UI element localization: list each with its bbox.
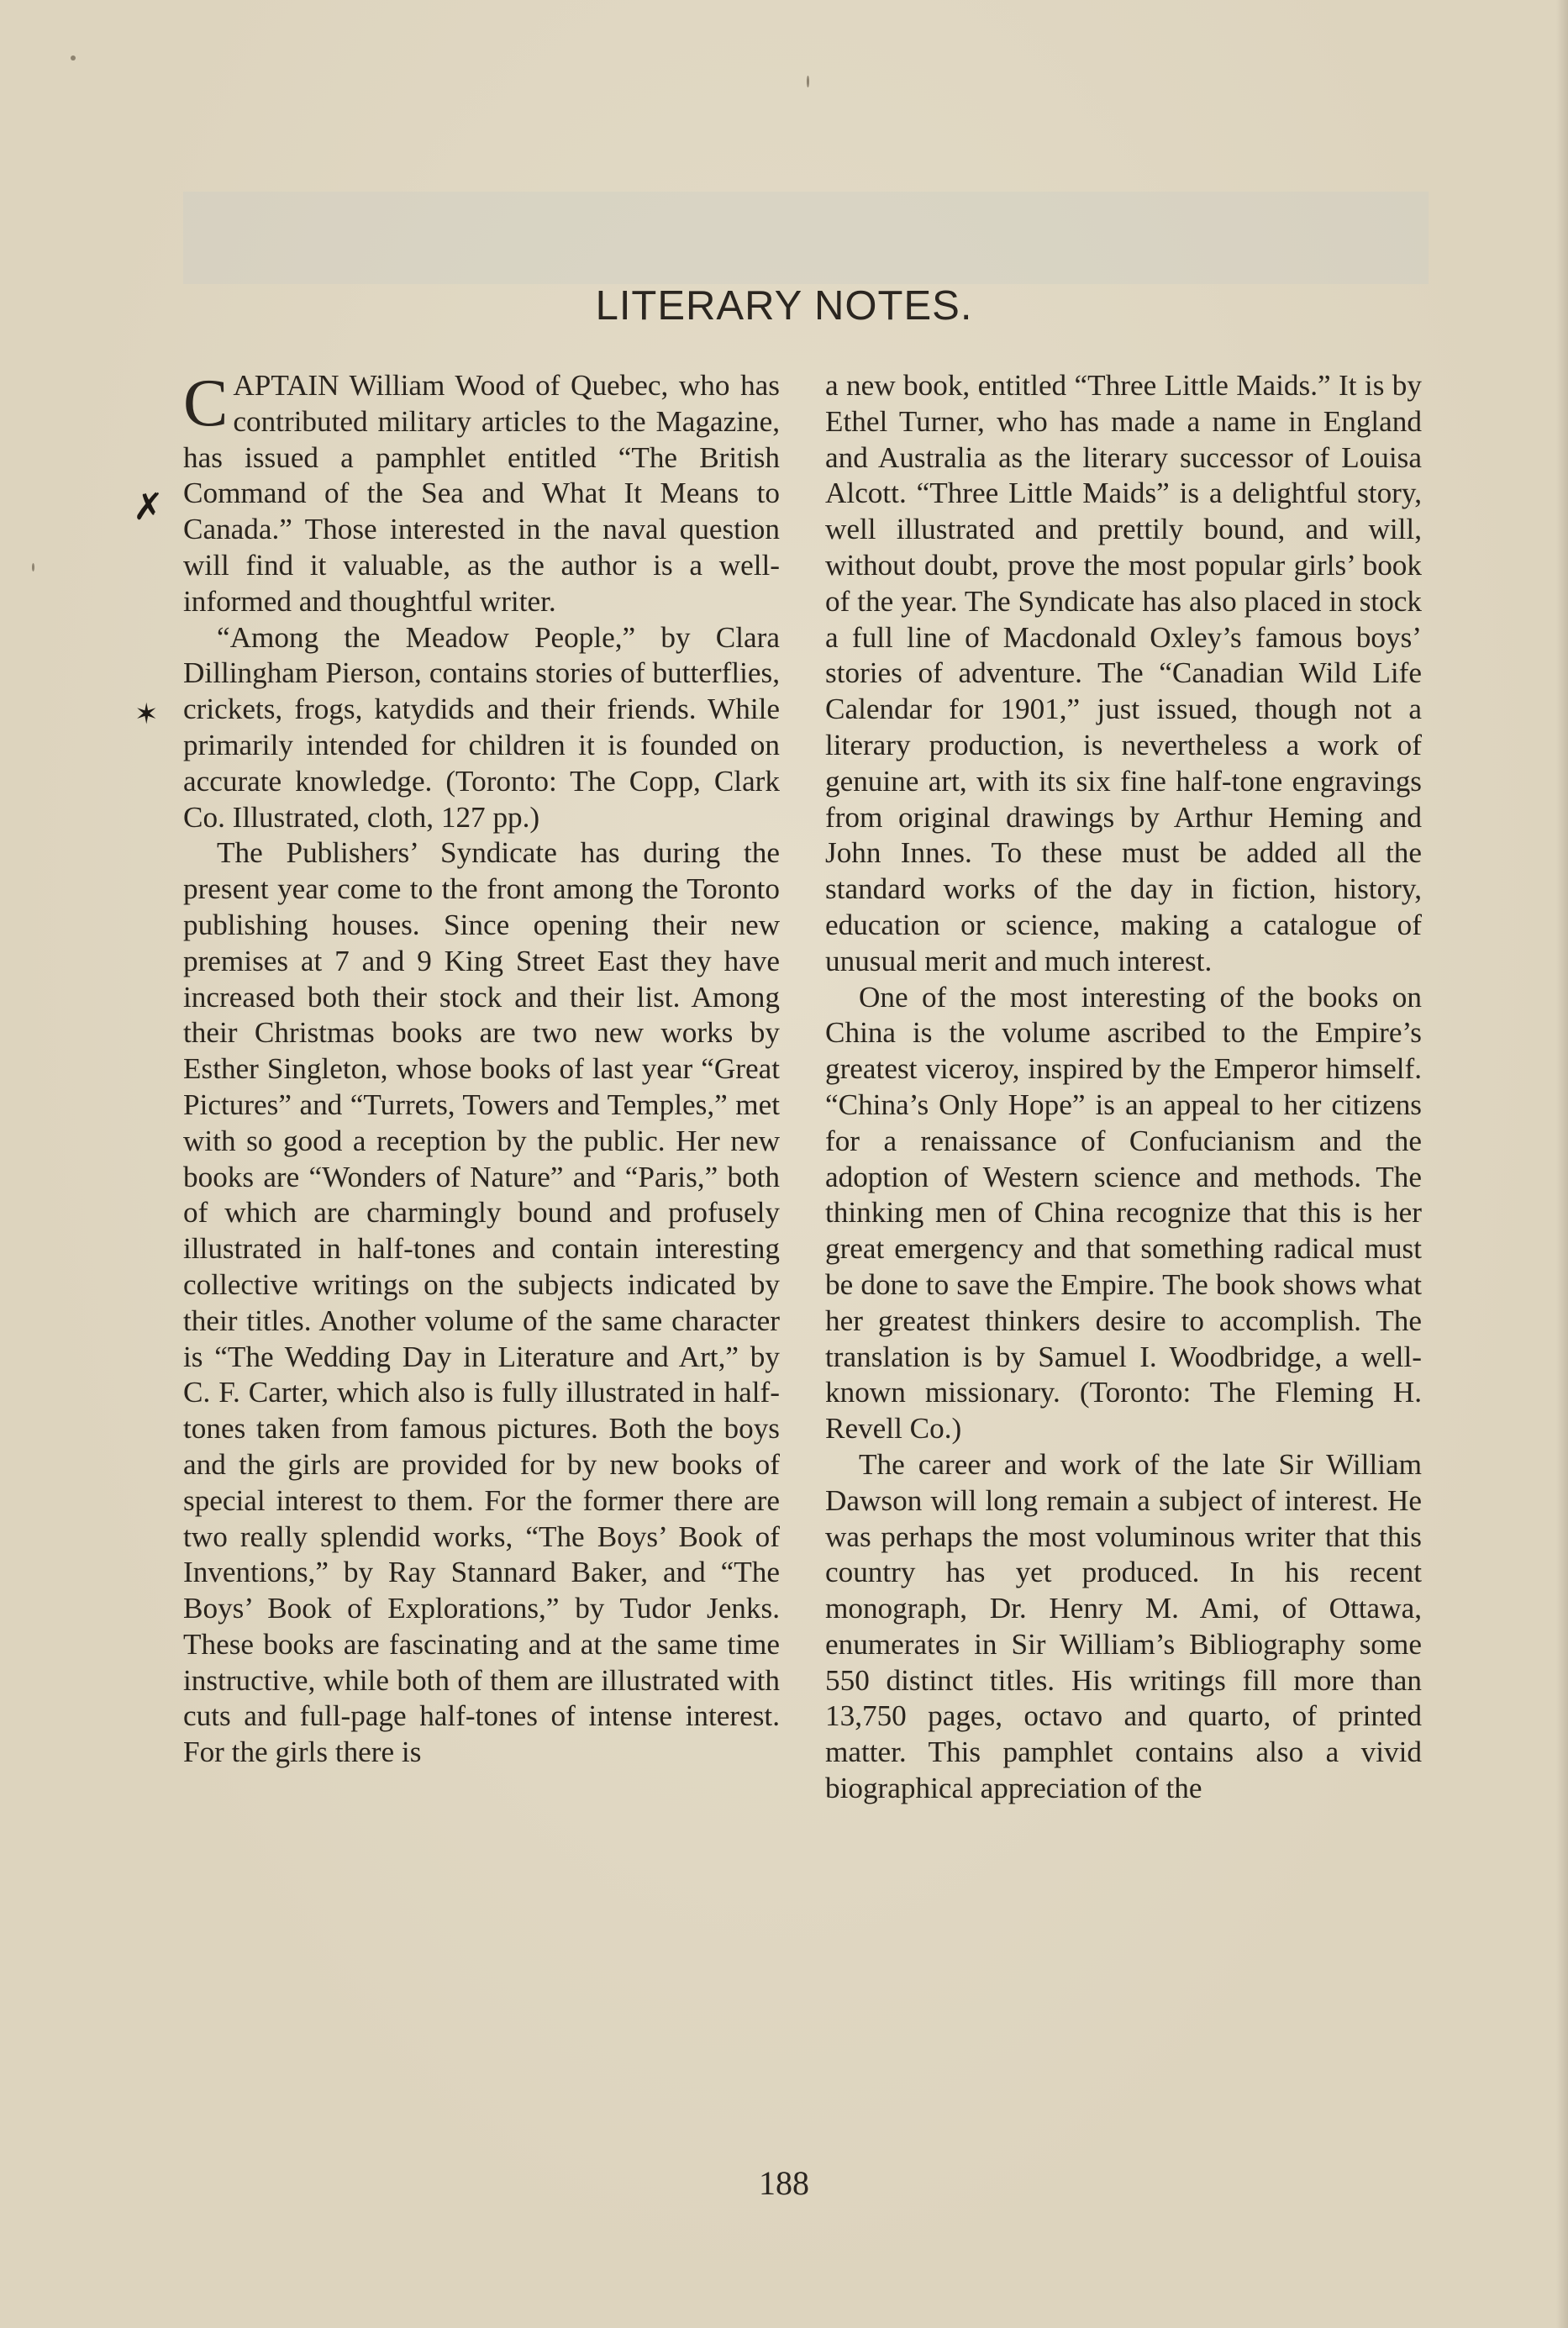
page-title: LITERARY NOTES. (595, 283, 973, 329)
paper-speck (32, 563, 34, 571)
paper-speck (807, 76, 809, 87)
article-paragraph: One of the most interesting of the books on China is the volume ascribed to the Empire’s greatest viceroy, inspired by the Emperor himself. “China’s Only Hope” is an appeal to her citizens for a renaissance of Confucianism and the adoption of Western science and methods. The thinking men of China recognize that this is her great emergency and that something radical must be done to save the Empire. The book shows what her greatest thinkers desire to accomplish. The translation is by Samuel I. Woodbridge, a well-known missionary. (Toronto: The Fleming H. Revell Co.) (825, 980, 1422, 1446)
article-paragraph: The Publishers’ Syndicate has during the present year come to the front among the Toronto publishing houses. Since opening their new premises at 7 and 9 King Street East they have increased both their stock and their list. Among their Christmas books are two new works by Esther Singleton, whose books of last year “Great Pictures” and “Turrets, Towers and Temples,” met with so good a reception by the public. Her new books are “Wonders of Nature” and “Paris,” both of which are charmingly bound and profusely illustrated in half-tones and contain interesting collective writings on the subjects indicated by their titles. Another volume of the same character is “The Wedding Day in Literature and Art,” by C. F. Carter, which also is fully illustrated in half-tones taken from famous pictures. Both the boys and the girls are provided for by new books of special interest to them. For the former there are two really splendid works, “The Boys’ Book of Inventions,” by Ray Stannard Baker, and “The Boys’ Book of Explorations,” by Tudor Jenks. These books are fascinating and at the same time instructive, while both of them are illustrated with cuts and full-page half-tones of intense interest. For the girls there is (183, 836, 780, 1769)
right-column (825, 368, 1422, 1807)
paper-speck (71, 55, 76, 61)
margin-pencil-mark: ✗ (133, 486, 164, 529)
article-paragraph: “Among the Meadow People,” by Clara Dillingham Pierson, contains stories of butterflies, crickets, frogs, katydids and their friends. While primarily intended for children it is founded on accurate knowledge. (Toronto: The Copp, Clark Co. Illustrated, cloth, 127 pp.) (183, 620, 780, 834)
left-column (183, 368, 780, 1771)
article-paragraph (183, 368, 780, 620)
drop-cap: C (183, 366, 229, 440)
article-paragraph: The career and work of the late Sir William Dawson will long remain a subject of interest. He was perhaps the most voluminous writer that this country has yet produced. In his recent monograph, Dr. Henry M. Ami, of Ottawa, enumerates in Sir William’s Bibliography some 550 distinct titles. His writings fill more than 13,750 pages, octavo and quarto, of printed matter. This pamphlet contains also a vivid biographical appreciation of the (825, 1447, 1422, 1805)
page-edge-shadow (1556, 0, 1568, 2328)
paragraph-text: APTAIN William Wood of Quebec, who has contributed military articles to the Magazine, has issued a pamphlet entitled “The British Command of the Sea and What It Means to Canada.” Those interested in the naval question will find it valuable, as the author is a well-informed and thoughtful writer. (183, 369, 780, 618)
article-paragraph: a new book, entitled “Three Little Maids.” It is by Ethel Turner, who has made a name in England and Australia as the literary successor of Louisa Alcott. “Three Little Maids” is a delightful story, well illustrated and prettily bound, and will, without doubt, prove the most popular girls’ book of the year. The Syndicate has also placed in stock a full line of Macdonald Oxley’s famous boys’ stories of adventure. The “Canadian Wild Life Calendar for 1901,” just issued, though not a literary production, is nevertheless a work of genuine art, with its six fine half-tone engravings from original drawings by Arthur Heming and John Innes. To these must be added all the standard works of the day in fiction, history, education or science, making a catalogue of unusual merit and much interest. (825, 369, 1422, 977)
header-band (183, 192, 1429, 284)
margin-pencil-mark: ✶ (134, 698, 159, 731)
page-number: 188 (759, 2164, 809, 2202)
